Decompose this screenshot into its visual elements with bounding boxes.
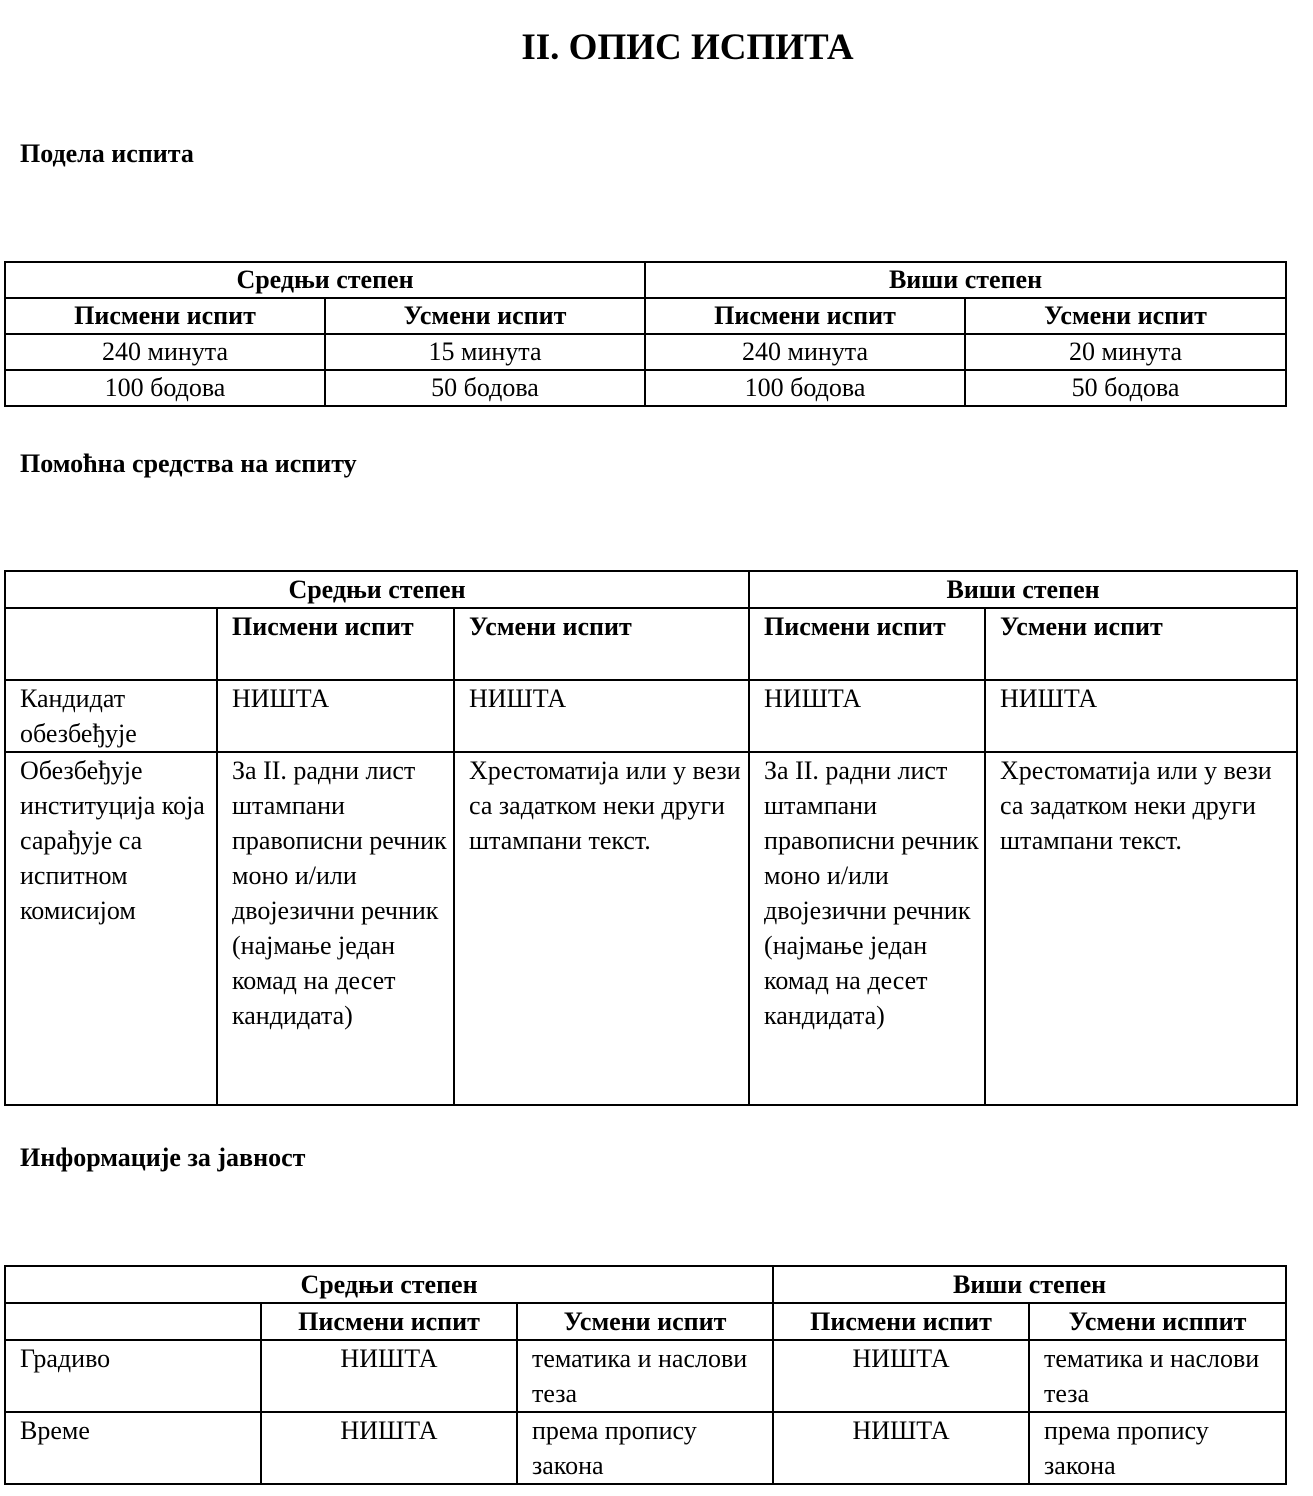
table-cell: НИШТА [217, 680, 454, 752]
table-cell: 50 бодова [325, 370, 645, 406]
header-written-exam: Писмени испит [773, 1303, 1029, 1340]
header-middle-level: Средњи степен [5, 1266, 773, 1303]
header-higher-level: Виши степен [645, 262, 1286, 298]
table-cell: НИШТА [985, 680, 1297, 752]
header-middle-level: Средњи степен [5, 262, 645, 298]
table-cell: НИШТА [749, 680, 985, 752]
header-oral-exam: Усмени исппит [1029, 1303, 1286, 1340]
row-label: Обезбеђује институција која сарађује са испитном комисијом [5, 752, 217, 1105]
table-cell: тематика и наслови теза [1029, 1340, 1286, 1412]
table-cell: 240 минута [5, 334, 325, 370]
table-row [5, 680, 1297, 752]
table-row [5, 334, 1286, 370]
header-higher-level: Виши степен [749, 571, 1297, 608]
table-cell: За II. радни лист штампани правописни речник моно и/или двојезични речник (најмање један комад на десет кандидата) [217, 752, 454, 1105]
table-cell: 100 бодова [5, 370, 325, 406]
table-cell: НИШТА [773, 1412, 1029, 1484]
section-heading-exam-division: Подела испита [20, 139, 194, 168]
table-cell: 15 минута [325, 334, 645, 370]
header-written-exam: Писмени испит [645, 298, 965, 334]
exam-aids-table [4, 570, 1298, 1106]
table-cell: 20 минута [965, 334, 1286, 370]
header-written-exam: Писмени испит [5, 298, 325, 334]
table-cell: тематика и наслови теза [517, 1340, 773, 1412]
header-oral-exam: Усмени испит [985, 608, 1297, 680]
header-oral-exam: Усмени испит [517, 1303, 773, 1340]
header-oral-exam: Усмени испит [325, 298, 645, 334]
header-higher-level: Виши степен [773, 1266, 1286, 1303]
header-written-exam: Писмени испит [217, 608, 454, 680]
header-middle-level: Средњи степен [5, 571, 749, 608]
public-info-table [4, 1265, 1287, 1485]
table-cell: 100 бодова [645, 370, 965, 406]
table-row [5, 1412, 1286, 1484]
row-label: Кандидат обезбеђује [5, 680, 217, 752]
table-row [5, 752, 1297, 1105]
table-cell: НИШТА [261, 1412, 517, 1484]
header-oral-exam: Усмени испит [454, 608, 749, 680]
table-cell: За II. радни лист штампани правописни речник моно и/или двојезични речник (најмање један комад на десет кандидата) [749, 752, 985, 1105]
table-cell: према пропису закона [517, 1412, 773, 1484]
table-cell: 240 минута [645, 334, 965, 370]
table-cell: Хрестоматија или у вези са задатком неки други штампани текст. [985, 752, 1297, 1105]
page-title: II. ОПИС ИСПИТА [521, 27, 854, 68]
exam-division-table [4, 261, 1287, 407]
header-written-exam: Писмени испит [749, 608, 985, 680]
header-empty-cell [5, 608, 217, 680]
row-label: Градиво [5, 1340, 261, 1412]
table-row [5, 370, 1286, 406]
section-heading-exam-aids: Помоћна средства на испиту [20, 449, 357, 478]
table-cell: НИШТА [773, 1340, 1029, 1412]
table-cell: према пропису закона [1029, 1412, 1286, 1484]
table-cell: 50 бодова [965, 370, 1286, 406]
header-empty-cell [5, 1303, 261, 1340]
header-written-exam: Писмени испит [261, 1303, 517, 1340]
row-label: Време [5, 1412, 261, 1484]
table-cell: НИШТА [261, 1340, 517, 1412]
table-row [5, 1340, 1286, 1412]
table-cell: Хрестоматија или у вези са задатком неки други штампани текст. [454, 752, 749, 1105]
section-heading-public-info: Информације за јавност [20, 1143, 306, 1172]
header-oral-exam: Усмени испит [965, 298, 1286, 334]
table-cell: НИШТА [454, 680, 749, 752]
